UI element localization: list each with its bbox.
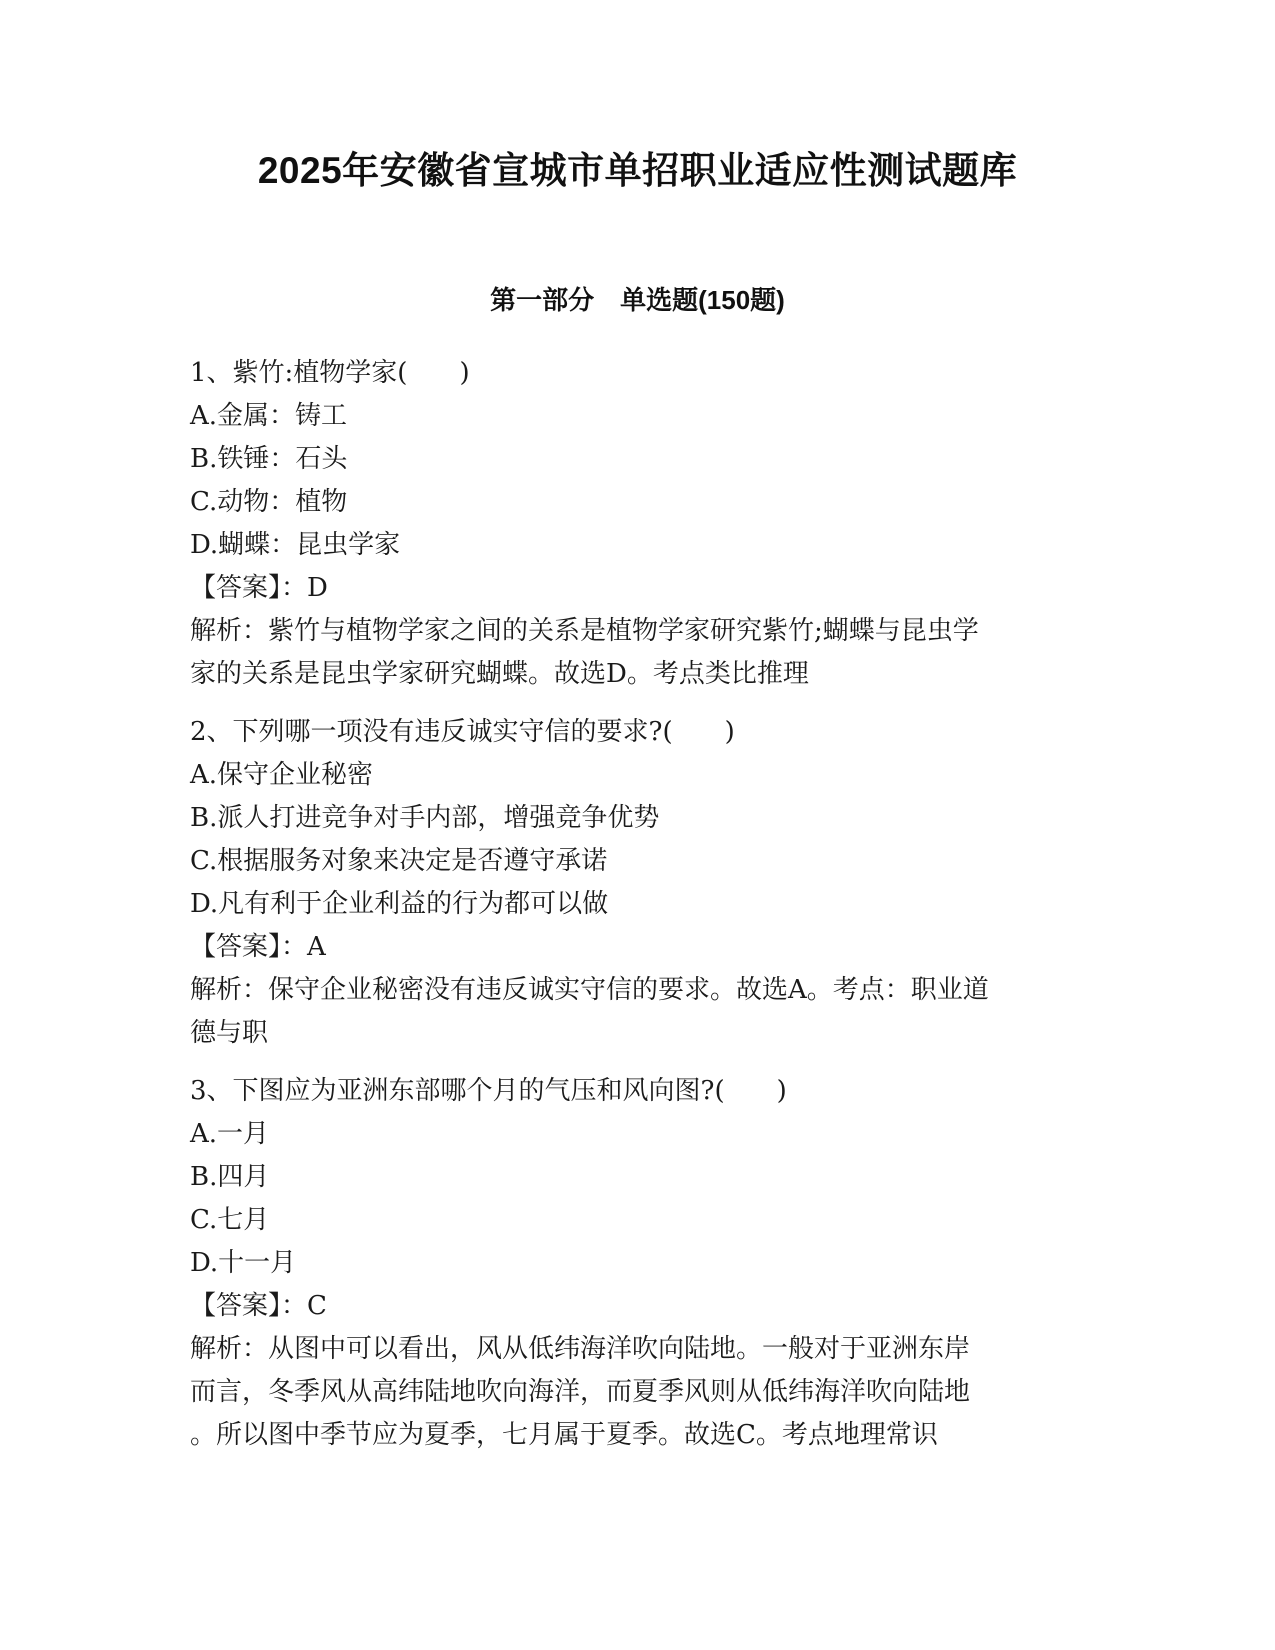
explanation-line: 家的关系是昆虫学家研究蝴蝶。故选D。考点类比推理: [190, 659, 809, 689]
question-stem: 1、紫竹:植物学家( ): [190, 358, 470, 388]
answer-line: 【答案】：A: [190, 932, 326, 962]
explanation-line: 解析：从图中可以看出，风从低纬海洋吹向陆地。一般对于亚洲东岸: [190, 1334, 971, 1364]
option-b: B.铁锤：石头: [190, 444, 348, 474]
option-d: D.十一月: [190, 1248, 297, 1278]
section-heading: 第一部分 单选题(150题): [490, 285, 785, 315]
option-c: C.动物：植物: [190, 487, 348, 517]
option-a: A.一月: [190, 1119, 270, 1149]
option-a: A.保守企业秘密: [190, 760, 374, 790]
question-list: [190, 352, 1090, 1472]
explanation-line: 而言，冬季风从高纬陆地吹向海洋，而夏季风则从低纬海洋吹向陆地: [190, 1377, 971, 1407]
answer-line: 【答案】：C: [190, 1291, 327, 1321]
question-3: [190, 1070, 1090, 1457]
question-2: [190, 711, 1090, 1055]
option-d: D.蝴蝶：昆虫学家: [190, 530, 401, 560]
question-stem: 2、下列哪一项没有违反诚实守信的要求?( ): [190, 717, 735, 747]
explanation-line: 德与职: [190, 1018, 269, 1048]
explanation-line: 。所以图中季节应为夏季，七月属于夏季。故选C。考点地理常识: [190, 1420, 938, 1450]
explanation-line: 解析：保守企业秘密没有违反诚实守信的要求。故选A。考点：职业道: [190, 975, 989, 1005]
explanation-line: 解析：紫竹与植物学家之间的关系是植物学家研究紫竹;蝴蝶与昆虫学: [190, 616, 979, 646]
option-b: B.派人打进竞争对手内部，增强竞争优势: [190, 803, 660, 833]
question-1: [190, 352, 1090, 696]
answer-line: 【答案】：D: [190, 573, 328, 603]
question-stem: 3、下图应为亚洲东部哪个月的气压和风向图?( ): [190, 1076, 787, 1106]
option-b: B.四月: [190, 1162, 270, 1192]
document-title: 2025年安徽省宣城市单招职业适应性测试题库: [257, 150, 1018, 191]
option-c: C.根据服务对象来决定是否遵守承诺: [190, 846, 608, 876]
option-d: D.凡有利于企业利益的行为都可以做: [190, 889, 609, 919]
option-a: A.金属：铸工: [190, 401, 348, 431]
option-c: C.七月: [190, 1205, 270, 1235]
